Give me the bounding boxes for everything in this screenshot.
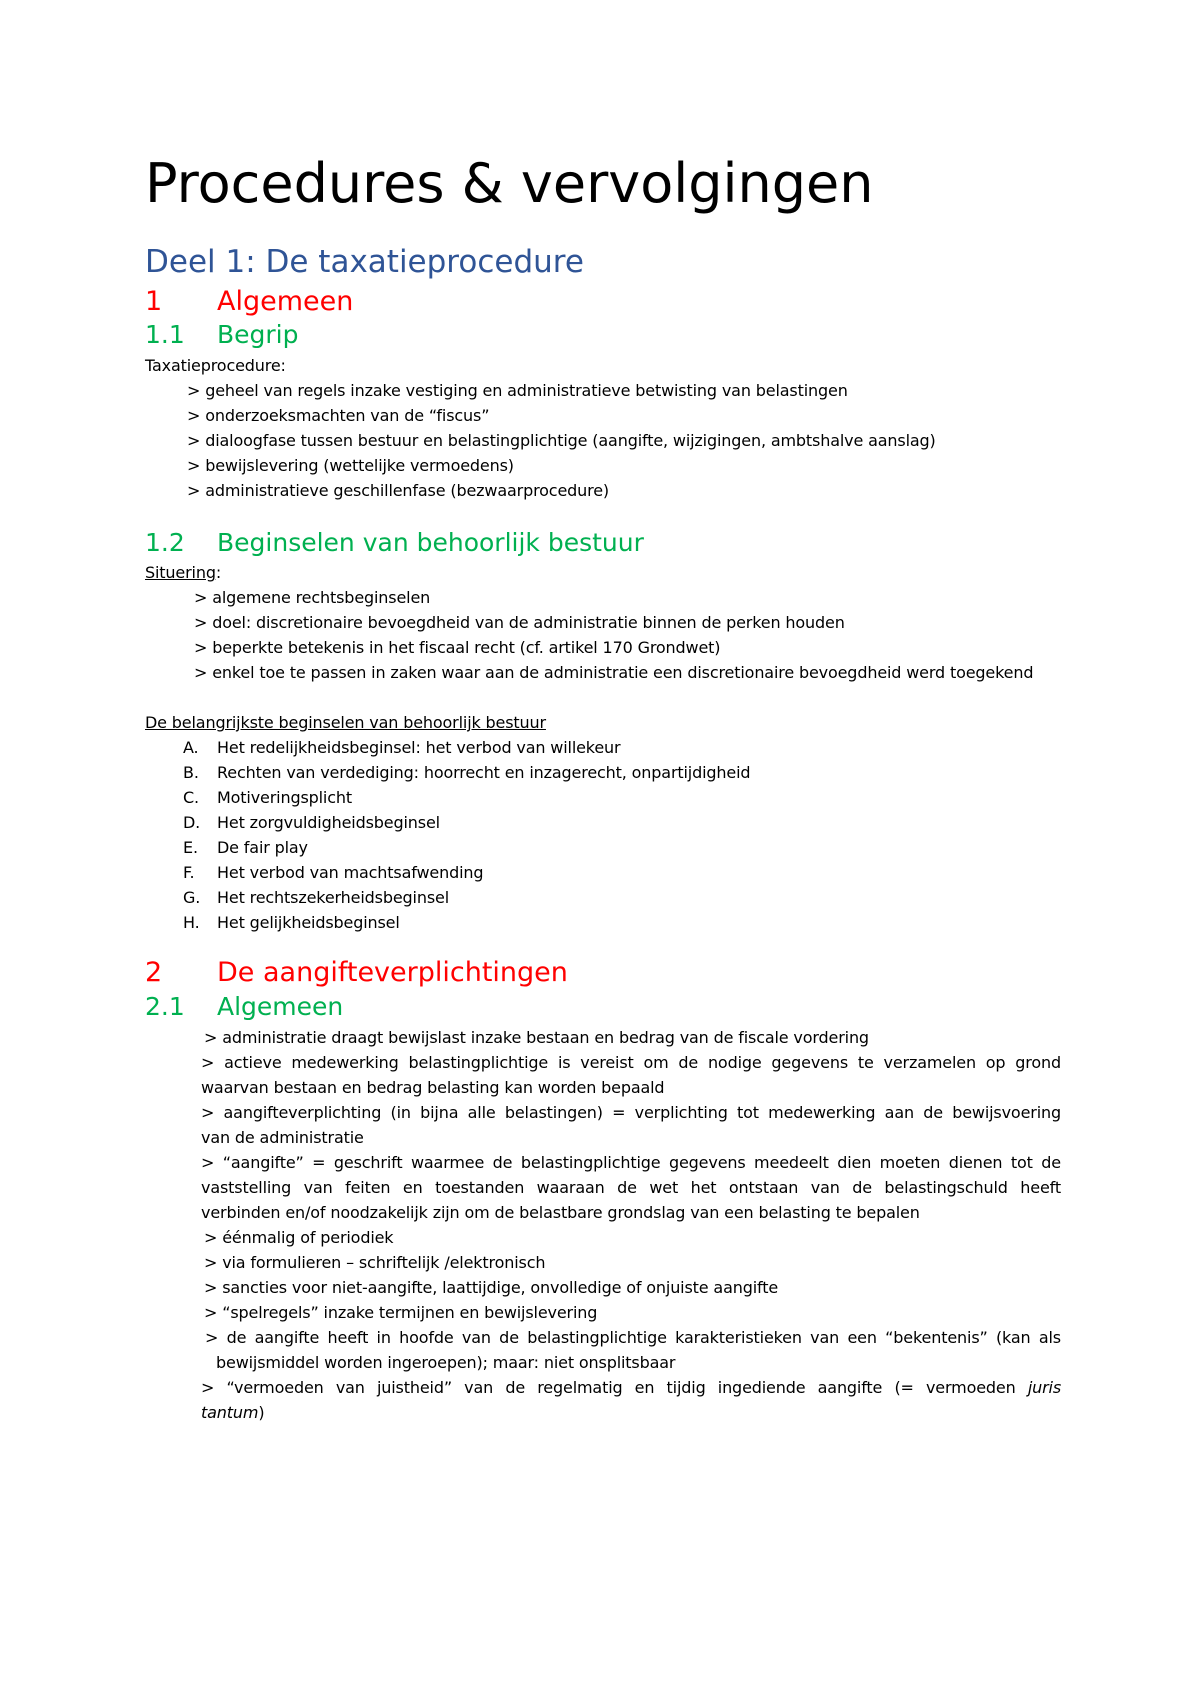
list-text: Het verbod van machtsafwending	[217, 863, 484, 882]
list-text: De fair play	[217, 838, 308, 857]
list-letter: A.	[183, 738, 199, 757]
aangifte-line: > aangifteverplichting (in bijna alle belastingen) = verplichting tot medewerking aan de bewijsvoering	[201, 1103, 1061, 1122]
list-letter: C.	[183, 788, 199, 807]
aangifte-line: > “aangifte” = geschrift waarmee de belastingplichtige gegevens meedeelt dien moeten dienen tot de	[201, 1153, 1061, 1172]
list-text: Het zorgvuldigheidsbeginsel	[217, 813, 440, 832]
heading-text: Begrip	[217, 320, 299, 349]
heading-number: 1.2	[145, 528, 185, 557]
list-text: Motiveringsplicht	[217, 788, 352, 807]
list-item	[183, 913, 400, 932]
heading-number: 1.1	[145, 320, 185, 349]
begrip-label: Taxatieprocedure:	[145, 356, 286, 375]
list-item	[183, 813, 440, 832]
aangifte-line	[201, 1403, 264, 1422]
list-letter: F.	[183, 863, 195, 882]
aangifte-line: > sancties voor niet-aangifte, laattijdige, onvolledige of onjuiste aangifte	[204, 1278, 779, 1297]
aangifte-line: waarvan bestaan en bedrag belasting kan worden bepaald	[201, 1078, 665, 1097]
list-letter: B.	[183, 763, 199, 782]
situering-item: > doel: discretionaire bevoegdheid van de administratie binnen de perken houden	[194, 613, 845, 632]
part-heading: Deel 1: De taxatieprocedure	[145, 244, 584, 280]
list-item	[183, 838, 308, 857]
aangifte-line: > via formulieren – schriftelijk /elektronisch	[204, 1253, 546, 1272]
heading-2-1	[145, 992, 343, 1021]
begrip-item: > dialoogfase tussen bestuur en belastingplichtige (aangifte, wijzigingen, ambtshalve aanslag)	[187, 431, 936, 450]
situering-item: > enkel toe te passen in zaken waar aan de administratie een discretionaire bevoegdheid werd toegekend	[194, 663, 1034, 682]
aangifte-line: > administratie draagt bewijslast inzake bestaan en bedrag van de fiscale vordering	[204, 1028, 869, 1047]
begrip-item: > onderzoeksmachten van de “fiscus”	[187, 406, 490, 425]
situering-label-text: Situering	[145, 563, 216, 582]
heading-text: Algemeen	[217, 286, 354, 317]
list-text: Het gelijkheidsbeginsel	[217, 913, 400, 932]
list-item	[183, 763, 750, 782]
begrip-item: > bewijslevering (wettelijke vermoedens)	[187, 456, 514, 475]
heading-text: Beginselen van behoorlijk bestuur	[217, 528, 644, 557]
heading-number: 2	[145, 957, 163, 988]
list-letter: D.	[183, 813, 201, 832]
aangifte-line: > de aangifte heeft in hoofde van de belastingplichtige karakteristieken van een “bekentenis” (kan als	[205, 1328, 1061, 1347]
aangifte-line: vaststelling van feiten en toestanden waaraan de wet het ontstaan van de belastingschuld heeft	[201, 1178, 1061, 1197]
list-text: Het redelijkheidsbeginsel: het verbod van willekeur	[217, 738, 621, 757]
aangifte-line	[201, 1378, 1061, 1397]
situering-item: > algemene rechtsbeginselen	[194, 588, 431, 607]
situering-item: > beperkte betekenis in het fiscaal recht (cf. artikel 170 Grondwet)	[194, 638, 721, 657]
list-letter: E.	[183, 838, 198, 857]
aangifte-line: bewijsmiddel worden ingeroepen); maar: niet onsplitsbaar	[216, 1353, 676, 1372]
aangifte-line: verbinden en/of noodzakelijk zijn om de belastbare grondslag van een belasting te bepalen	[201, 1203, 920, 1222]
heading-number: 1	[145, 286, 163, 317]
list-item	[183, 888, 449, 907]
list-item	[183, 863, 483, 882]
heading-1-1	[145, 320, 299, 349]
aangifte-italic: tantum	[201, 1403, 259, 1422]
heading-1	[145, 286, 353, 317]
aangifte-text: )	[258, 1403, 265, 1422]
aangifte-line: > éénmalig of periodiek	[204, 1228, 394, 1247]
list-text: Rechten van verdediging: hoorrecht en inzagerecht, onpartijdigheid	[217, 763, 751, 782]
heading-2	[145, 957, 568, 988]
situering-label	[145, 563, 221, 582]
aangifte-line: van de administratie	[201, 1128, 364, 1147]
list-text: Het rechtszekerheidsbeginsel	[217, 888, 450, 907]
heading-text: Algemeen	[217, 992, 344, 1021]
list-item	[183, 788, 352, 807]
list-letter: G.	[183, 888, 201, 907]
beginselen-list-heading: De belangrijkste beginselen van behoorlijk bestuur	[145, 713, 546, 732]
aangifte-line: > “spelregels” inzake termijnen en bewijslevering	[204, 1303, 598, 1322]
heading-text: De aangifteverplichtingen	[217, 957, 568, 988]
begrip-item: > geheel van regels inzake vestiging en administratieve betwisting van belastingen	[187, 381, 848, 400]
heading-1-2	[145, 528, 644, 557]
list-item	[183, 738, 620, 757]
aangifte-italic: juris	[1027, 1378, 1062, 1397]
heading-number: 2.1	[145, 992, 185, 1021]
aangifte-line: > actieve medewerking belastingplichtige is vereist om de nodige gegevens te verzamelen op grond	[201, 1053, 1061, 1072]
situering-colon: :	[215, 563, 222, 582]
list-letter: H.	[183, 913, 200, 932]
begrip-item: > administratieve geschillenfase (bezwaarprocedure)	[187, 481, 610, 500]
document-title: Procedures & vervolgingen	[145, 152, 874, 215]
aangifte-text: > “vermoeden van juistheid” van de regelmatig en tijdig ingediende aangifte (= vermoeden	[201, 1378, 1016, 1397]
